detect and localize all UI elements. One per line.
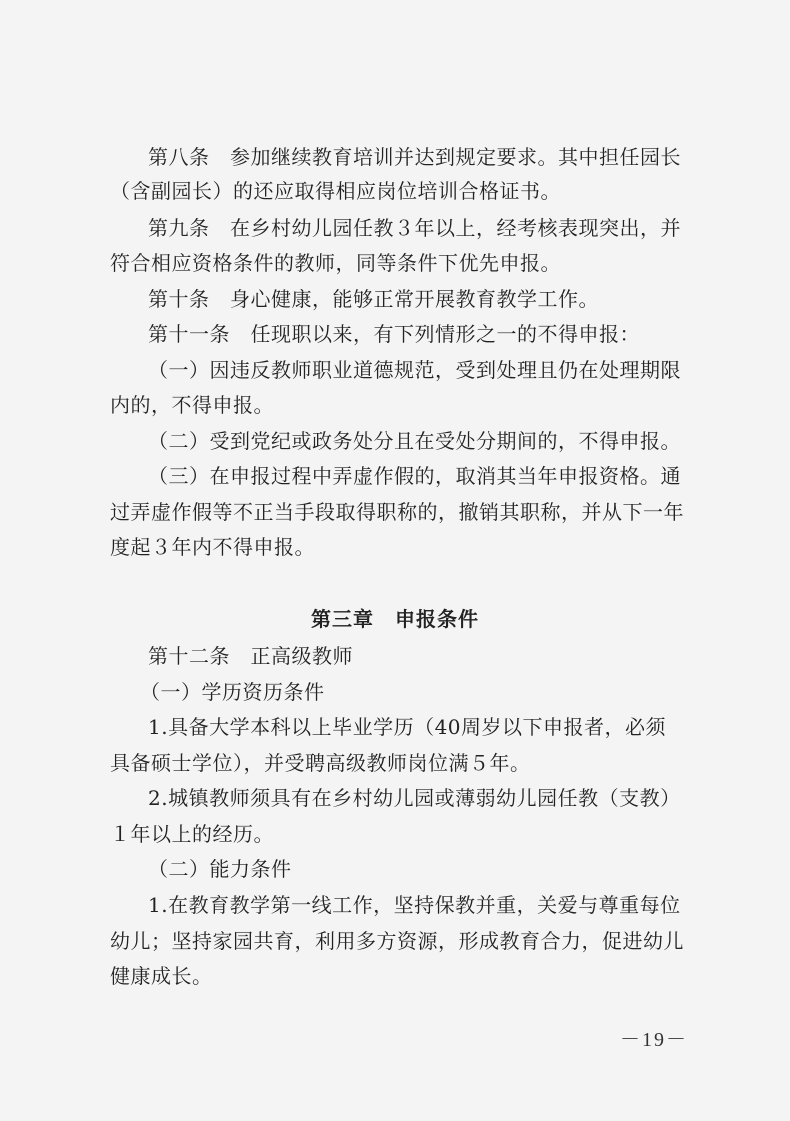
article-8-line-1: 第八条 参加继续教育培训并达到规定要求。其中担任园长 <box>148 145 681 169</box>
article-11-line: 第十一条 任现职以来，有下列情形之一的不得申报： <box>148 322 640 346</box>
article-11-item-1-line-1: （一）因违反教师职业道德规范，受到处理且仍在处理期限 <box>148 358 681 382</box>
article-12-ability-line-2: 幼儿；坚持家园共育，利用多方资源，形成教育合力，促进幼儿 <box>110 929 684 953</box>
article-12-item-1-line-1: 1.具备大学本科以上毕业学历（40周岁以下申报者，必须 <box>148 715 667 739</box>
article-10-line: 第十条 身心健康，能够正常开展教育教学工作。 <box>148 287 599 311</box>
article-11-item-1-line-2: 内的，不得申报。 <box>110 393 274 417</box>
article-12-section-2-title: （二）能力条件 <box>148 857 292 881</box>
article-9-line-1: 第九条 在乡村幼儿园任教３年以上，经考核表现突出，并 <box>148 216 681 240</box>
article-12-item-2-line-1: 2.城镇教师须具有在乡村幼儿园或薄弱幼儿园任教（支教） <box>148 786 681 810</box>
article-11-item-2-line: （二）受到党纪或政务处分且在受处分期间的，不得申报。 <box>148 429 681 453</box>
article-9-line-2: 符合相应资格条件的教师，同等条件下优先申报。 <box>110 251 561 275</box>
article-8-line-2: （含副园长）的还应取得相应岗位培训合格证书。 <box>110 179 561 203</box>
article-12-item-2-line-2: １年以上的经历。 <box>110 822 274 846</box>
article-12-ability-line-1: 1.在教育教学第一线工作，坚持保教并重，关爱与尊重每位 <box>148 893 681 917</box>
article-12-ability-line-3: 健康成长。 <box>110 964 213 988</box>
article-11-item-3-line-1: （三）在申报过程中弄虚作假的，取消其当年申报资格。通 <box>148 464 681 488</box>
article-12-item-1-line-2: 具备硕士学位），并受聘高级教师岗位满５年。 <box>110 751 531 775</box>
page-number: －19－ <box>620 1029 688 1051</box>
chapter-heading: 第三章 申报条件 <box>311 607 479 631</box>
article-11-item-3-line-3: 度起３年内不得申报。 <box>110 535 315 559</box>
article-12-section-1-title: （一）学历资历条件 <box>140 680 325 704</box>
article-11-item-3-line-2: 过弄虚作假等不正当手段取得职称的，撤销其职称，并从下一年 <box>110 500 684 524</box>
article-12-title: 第十二条 正高级教师 <box>148 644 353 668</box>
